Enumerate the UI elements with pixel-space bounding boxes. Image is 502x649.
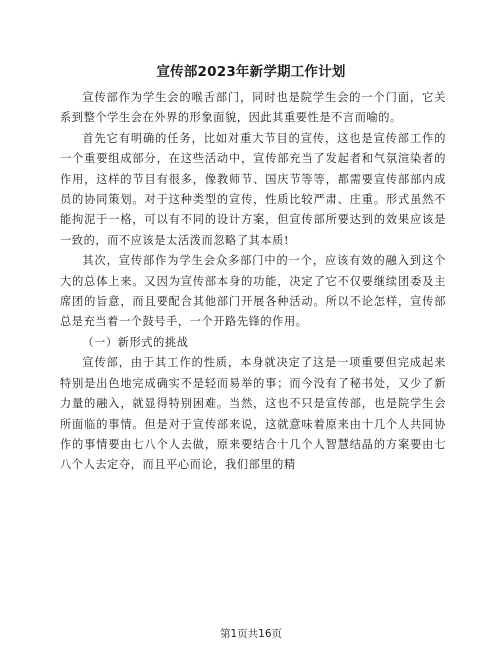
paragraph-intro: 宣传部作为学生会的喉舌部门，同时也是院学生会的一个门面，它关系到整个学生会在外界的形象面貌，因此其重要性是不言而喻的。	[60, 91, 446, 125]
paragraph-challenge: 宣传部，由于其工作的性质，本身就决定了这是一项重要但完成起来特别是出色地完成确实不是轻而易举的事；而今没有了秘书处，又少了新力量的融入，就显得特别困难。当然，这也不只是宣传部，也是院学生会所面临的事情。但是对于宣传部来说，这就意味着原来由十几个人共同协作的事情要由七八个人去做，原来要结合十几个人智慧结晶的方案要由七八个人去定夺，而且平心而论，我们部里的精	[60, 356, 446, 472]
document-body	[60, 88, 446, 476]
paragraph-second: 其次，宣传部作为学生会众多部门中的一个，应该有效的融入到这个大的总体上来。又因为宣传部本身的功能，决定了它不仅要继续团委及主席团的旨意，而且要配合其他部门开展各种活动。所以不论怎样，宣传部总是充当着一个鼓号手，一个开路先锋的作用。	[60, 254, 446, 329]
paragraph-first: 首先它有明确的任务，比如对重大节目的宣传，这也是宣传部工作的一个重要组成部分，在这些活动中，宣传部充当了发起者和气氛渲染者的作用，这样的节目有很多，像教师节、国庆节等等，都需要宣传部部内成员的协同策划。对于这种类型的宣传，性质比较严肃、庄重。形式虽然不能拘泥于一格，可以有不同的设计方案，但宣传部所要达到的效果应该是一致的，而不应该是太活泼而忽略了其本质!	[60, 131, 446, 247]
page-number-footer: 第1页共16页	[219, 628, 283, 640]
document-title: 宣传部2023年新学期工作计划	[156, 64, 346, 80]
section-subheading: （一）新形式的挑战	[82, 335, 189, 349]
